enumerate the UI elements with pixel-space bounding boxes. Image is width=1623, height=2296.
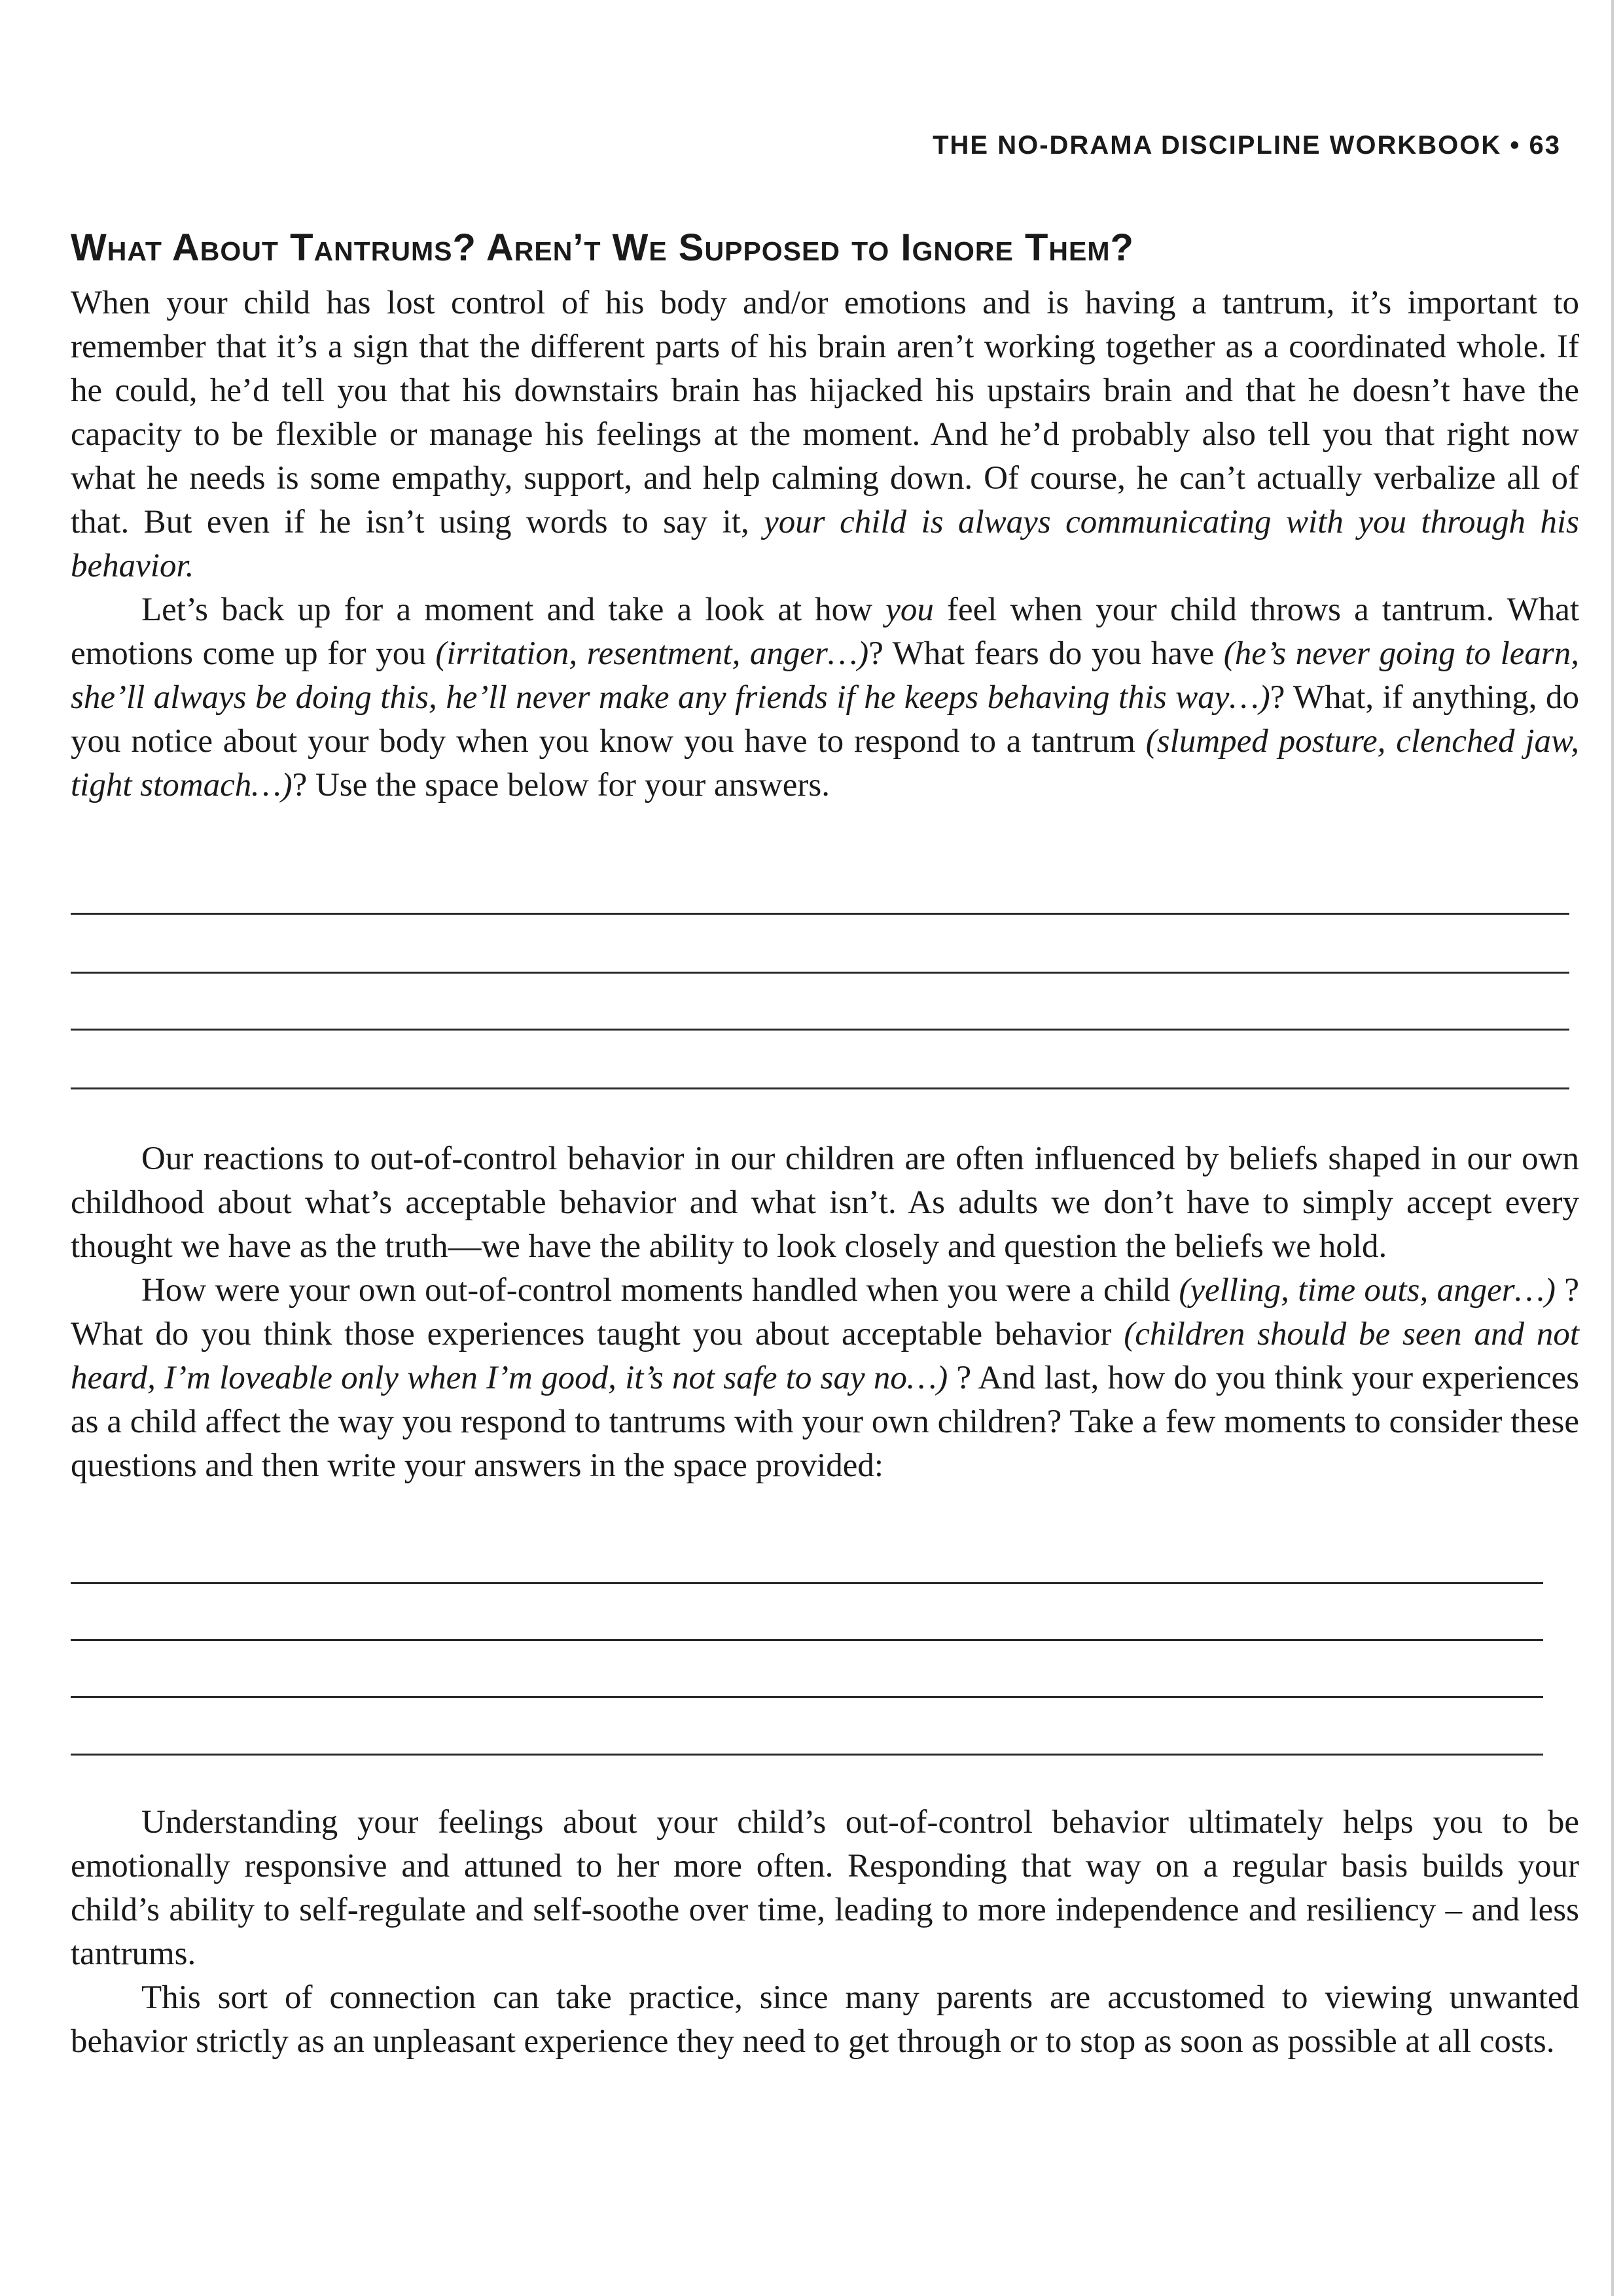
answer-line[interactable] — [71, 913, 1569, 915]
text-run: ? What fears do you have — [868, 635, 1224, 672]
answer-line[interactable] — [71, 1087, 1569, 1089]
paragraph — [71, 1269, 1579, 1488]
section-2-text — [71, 1137, 1579, 1488]
section-title: What About Tantrums? Aren’t We Supposed to Ignore Them? — [71, 226, 1134, 269]
paragraph — [71, 1137, 1579, 1269]
scan-edge — [1611, 0, 1614, 2296]
paragraph — [71, 1801, 1579, 1976]
answer-line[interactable] — [71, 1582, 1543, 1584]
text-run: Let’s back up for a moment and take a look at how — [141, 592, 886, 628]
text-run: This sort of connection can take practice, since many parents are accustomed to viewing unwanted behavior strictly as an unpleasant experience they need to get through or to stop as soon as possible at all costs. — [71, 1979, 1579, 2060]
text-run: ? Use the space below for your answers. — [292, 767, 830, 804]
text-run: ? What, if anything, do you notice about your body when you know you have to respond to a tantrum — [71, 679, 1579, 760]
answer-line[interactable] — [71, 1029, 1569, 1031]
answer-line[interactable] — [71, 972, 1569, 974]
answer-line[interactable] — [71, 1754, 1543, 1756]
italic-text: (yelling, time outs, anger…) — [1179, 1272, 1556, 1309]
italic-text: you — [885, 592, 934, 628]
text-run: ? What do you think those experiences taught you about acceptable behavior — [71, 1272, 1579, 1352]
running-head: THE NO-DRAMA DISCIPLINE WORKBOOK • 63 — [933, 131, 1561, 160]
italic-text: (irritation, resentment, anger…) — [435, 635, 869, 672]
text-run: Our reactions to out-of-control behavior in our children are often influenced by beliefs shaped in our own childhood about what’s acceptable behavior and what isn’t. As adults we don’t have to simply accept every thought we have as the truth—we have the ability to look closely and question the beliefs we hold. — [71, 1140, 1579, 1265]
italic-text: (he’s never going to learn, she’ll always be doing this, he’ll never make any friends if he keeps behaving this way…) — [71, 635, 1580, 716]
paragraph — [71, 1976, 1579, 2064]
text-run: How were your own out-of-control moments handled when you were a child — [141, 1272, 1179, 1309]
italic-text: your child is always communicating with you through his behavior. — [71, 504, 1580, 584]
text-run: ? And last, how do you think your experiences as a child affect the way you respond to tantrums with your own children? Take a few moments to consider these questions and then write your answers in the space provided: — [71, 1360, 1579, 1484]
text-run: When your child has lost control of his body and/or emotions and is having a tantrum, it’s important to remember that it’s a sign that the different parts of his brain aren’t working together as a coordinated whole. If he could, he’d tell you that his downstairs brain has hijacked his upstairs brain and that he doesn’t have the capacity to be flexible or manage his feelings at the moment. And he’d probably also tell you that right now what he needs is some empathy, support, and help calming down. Of course, he can’t actually verbalize all of that. But even if he isn’t using words to say it, — [71, 285, 1579, 540]
italic-text: (slumped posture, clenched jaw, tight stomach…) — [71, 723, 1579, 804]
paragraph — [71, 588, 1579, 807]
text-run: feel when your child throws a tantrum. What emotions come up for you — [71, 592, 1580, 672]
text-run: Understanding your feelings about your child’s out-of-control behavior ultimately helps you to be emotionally responsive and attuned to her more often. Responding that way on a regular basis builds your child’s ability to self-regulate and self-soothe over time, leading to more independence and resiliency – and less tantrums. — [71, 1804, 1579, 1972]
italic-text: (children should be seen and not heard, I’m loveable only when I’m good, it’s not safe to say no…) — [71, 1316, 1579, 1396]
section-1-text — [71, 281, 1579, 807]
answer-line[interactable] — [71, 1639, 1543, 1641]
section-3-text — [71, 1801, 1579, 2064]
paragraph — [71, 281, 1579, 588]
answer-line[interactable] — [71, 1696, 1543, 1698]
